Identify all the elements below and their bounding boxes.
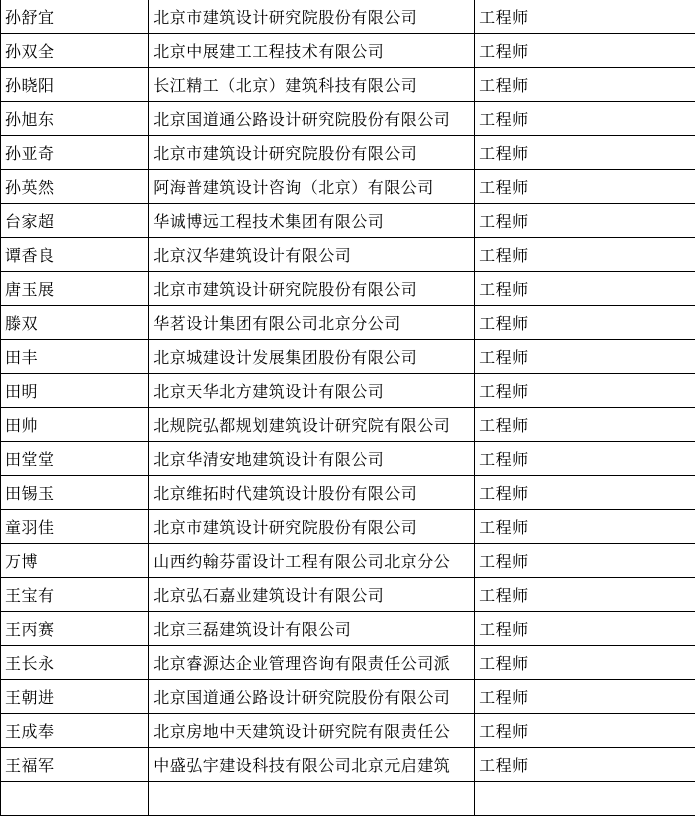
company-cell: 北京国道通公路设计研究院股份有限公司	[149, 680, 475, 714]
name-cell: 孙双全	[1, 34, 149, 68]
title-cell: 工程师	[475, 204, 695, 238]
company-cell: 北京城建设计发展集团股份有限公司	[149, 340, 475, 374]
name-cell: 田明	[1, 374, 149, 408]
name-cell: 万博	[1, 544, 149, 578]
title-cell: 工程师	[475, 408, 695, 442]
company-cell: 北京天华北方建筑设计有限公司	[149, 374, 475, 408]
name-cell	[1, 782, 149, 816]
name-cell: 田堂堂	[1, 442, 149, 476]
title-cell: 工程师	[475, 442, 695, 476]
name-cell: 孙英然	[1, 170, 149, 204]
name-cell: 台家超	[1, 204, 149, 238]
title-cell: 工程师	[475, 68, 695, 102]
company-cell: 北京市建筑设计研究院股份有限公司	[149, 136, 475, 170]
title-cell: 工程师	[475, 578, 695, 612]
title-cell	[475, 782, 695, 816]
company-cell: 北京汉华建筑设计有限公司	[149, 238, 475, 272]
table-row	[1, 238, 696, 272]
table-row	[1, 646, 696, 680]
table-row	[1, 578, 696, 612]
title-cell: 工程师	[475, 476, 695, 510]
title-cell: 工程师	[475, 306, 695, 340]
table-row	[1, 408, 696, 442]
name-cell: 孙舒宜	[1, 0, 149, 34]
company-cell: 山西约翰芬雷设计工程有限公司北京分公	[149, 544, 475, 578]
company-cell: 北规院弘都规划建筑设计研究院有限公司	[149, 408, 475, 442]
table-row	[1, 68, 696, 102]
table-row	[1, 0, 696, 34]
name-cell: 王福军	[1, 748, 149, 782]
name-cell: 田丰	[1, 340, 149, 374]
title-cell: 工程师	[475, 646, 695, 680]
personnel-table-body	[1, 0, 696, 816]
table-row	[1, 340, 696, 374]
company-cell: 北京市建筑设计研究院股份有限公司	[149, 0, 475, 34]
company-cell: 北京维拓时代建筑设计股份有限公司	[149, 476, 475, 510]
table-row	[1, 544, 696, 578]
table-row	[1, 612, 696, 646]
name-cell: 王朝进	[1, 680, 149, 714]
title-cell: 工程师	[475, 136, 695, 170]
company-cell	[149, 782, 475, 816]
table-row	[1, 34, 696, 68]
table-row	[1, 204, 696, 238]
table-row	[1, 782, 696, 816]
title-cell: 工程师	[475, 34, 695, 68]
title-cell: 工程师	[475, 612, 695, 646]
table-row	[1, 442, 696, 476]
company-cell: 北京市建筑设计研究院股份有限公司	[149, 272, 475, 306]
table-row	[1, 136, 696, 170]
table-row	[1, 714, 696, 748]
table-row	[1, 748, 696, 782]
name-cell: 王宝有	[1, 578, 149, 612]
title-cell: 工程师	[475, 102, 695, 136]
title-cell: 工程师	[475, 238, 695, 272]
name-cell: 田帅	[1, 408, 149, 442]
name-cell: 王成奉	[1, 714, 149, 748]
name-cell: 孙亚奇	[1, 136, 149, 170]
title-cell: 工程师	[475, 510, 695, 544]
table-row	[1, 510, 696, 544]
company-cell: 长江精工（北京）建筑科技有限公司	[149, 68, 475, 102]
title-cell: 工程师	[475, 748, 695, 782]
table-row	[1, 272, 696, 306]
company-cell: 中盛弘宇建设科技有限公司北京元启建筑	[149, 748, 475, 782]
title-cell: 工程师	[475, 680, 695, 714]
company-cell: 北京睿源达企业管理咨询有限责任公司派	[149, 646, 475, 680]
company-cell: 北京弘石嘉业建筑设计有限公司	[149, 578, 475, 612]
name-cell: 孙旭东	[1, 102, 149, 136]
name-cell: 滕双	[1, 306, 149, 340]
table-row	[1, 374, 696, 408]
name-cell: 谭香良	[1, 238, 149, 272]
name-cell: 唐玉展	[1, 272, 149, 306]
table-row	[1, 476, 696, 510]
name-cell: 童羽佳	[1, 510, 149, 544]
company-cell: 北京房地中天建筑设计研究院有限责任公	[149, 714, 475, 748]
title-cell: 工程师	[475, 374, 695, 408]
name-cell: 王长永	[1, 646, 149, 680]
title-cell: 工程师	[475, 170, 695, 204]
table-row	[1, 306, 696, 340]
name-cell: 孙晓阳	[1, 68, 149, 102]
title-cell: 工程师	[475, 544, 695, 578]
name-cell: 王丙赛	[1, 612, 149, 646]
company-cell: 北京中展建工工程技术有限公司	[149, 34, 475, 68]
company-cell: 华茗设计集团有限公司北京分公司	[149, 306, 475, 340]
company-cell: 华诚博远工程技术集团有限公司	[149, 204, 475, 238]
company-cell: 北京华清安地建筑设计有限公司	[149, 442, 475, 476]
title-cell: 工程师	[475, 340, 695, 374]
table-row	[1, 680, 696, 714]
title-cell: 工程师	[475, 272, 695, 306]
company-cell: 北京国道通公路设计研究院股份有限公司	[149, 102, 475, 136]
company-cell: 北京市建筑设计研究院股份有限公司	[149, 510, 475, 544]
table-row	[1, 170, 696, 204]
table-row	[1, 102, 696, 136]
title-cell: 工程师	[475, 0, 695, 34]
name-cell: 田锡玉	[1, 476, 149, 510]
company-cell: 阿海普建筑设计咨询（北京）有限公司	[149, 170, 475, 204]
company-cell: 北京三磊建筑设计有限公司	[149, 612, 475, 646]
title-cell: 工程师	[475, 714, 695, 748]
